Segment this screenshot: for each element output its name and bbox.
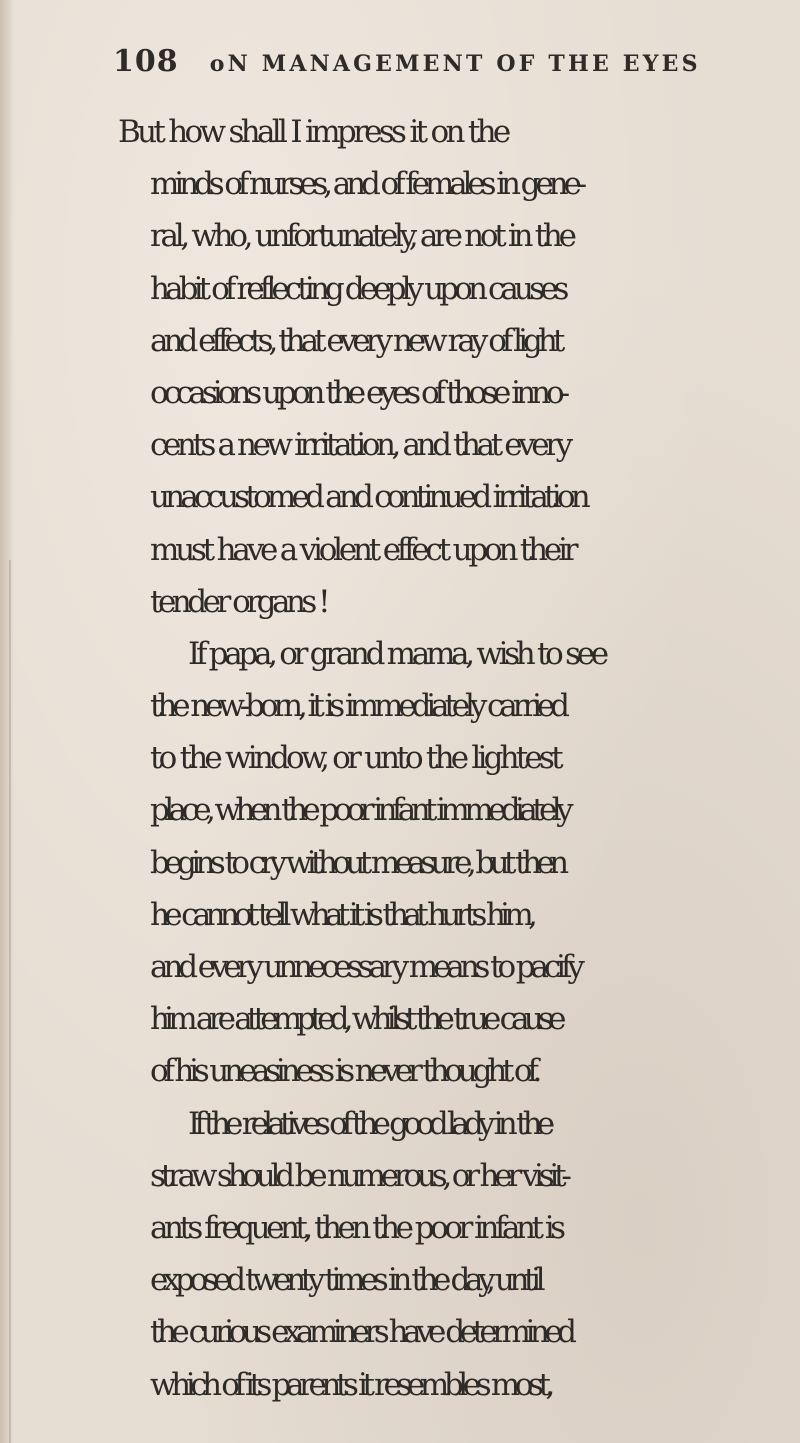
- binding-shadow: [9, 560, 11, 1443]
- text-line: to the window, or unto the lightest: [150, 740, 560, 777]
- text-line: the curious examiners have determined: [150, 1314, 572, 1351]
- body-text: [118, 106, 800, 1411]
- text-line: and effects, that every new ray of light: [150, 322, 561, 359]
- text-line: habit of reflecting deeply upon causes: [150, 270, 565, 307]
- text-line: cents a new irritation, and that every: [150, 427, 569, 464]
- text-line: ral, who, unfortunately, are not in the: [150, 218, 573, 255]
- text-line: and every unnecessary means to pacify: [150, 949, 580, 985]
- text-line: the new-born, it is immediately carried: [150, 688, 565, 725]
- page-header: [113, 44, 773, 94]
- text-line: of his uneasiness is never thought of.: [150, 1053, 538, 1090]
- text-line: him are attempted, whilst the true cause: [150, 1001, 561, 1038]
- text-line: If the relatives of the good lady in the: [188, 1105, 550, 1142]
- text-line: he cannot tell what it is that hurts him,: [150, 896, 533, 933]
- text-line: occasions upon the eyes of those inno-: [150, 374, 566, 411]
- text-line: tender organs !: [150, 583, 327, 620]
- text-line: minds of nurses, and of females in gene-: [150, 166, 583, 203]
- text-line: which of its parents it resembles most,: [150, 1366, 550, 1403]
- text-line: unaccustomed and continued irritation: [150, 479, 586, 516]
- text-line: place, when the poor infant immediately: [150, 792, 569, 829]
- text-line: exposed twenty times in the day, until: [150, 1262, 541, 1299]
- page-number: 108: [113, 44, 179, 79]
- text-line: But how shall I impress it on the: [118, 114, 508, 150]
- text-line: straw should be numerous, or her visit-: [150, 1157, 567, 1194]
- text-line: begins to cry without measure, but then: [150, 844, 564, 881]
- text-line: ants frequent, then the poor infant is: [150, 1209, 562, 1246]
- text-line: If papa, or grand mama, wish to see: [188, 635, 605, 672]
- running-head: oN MANAGEMENT OF THE EYES: [209, 51, 701, 77]
- text-line: must have a violent effect upon their: [150, 531, 575, 568]
- page-edge: [0, 0, 14, 1443]
